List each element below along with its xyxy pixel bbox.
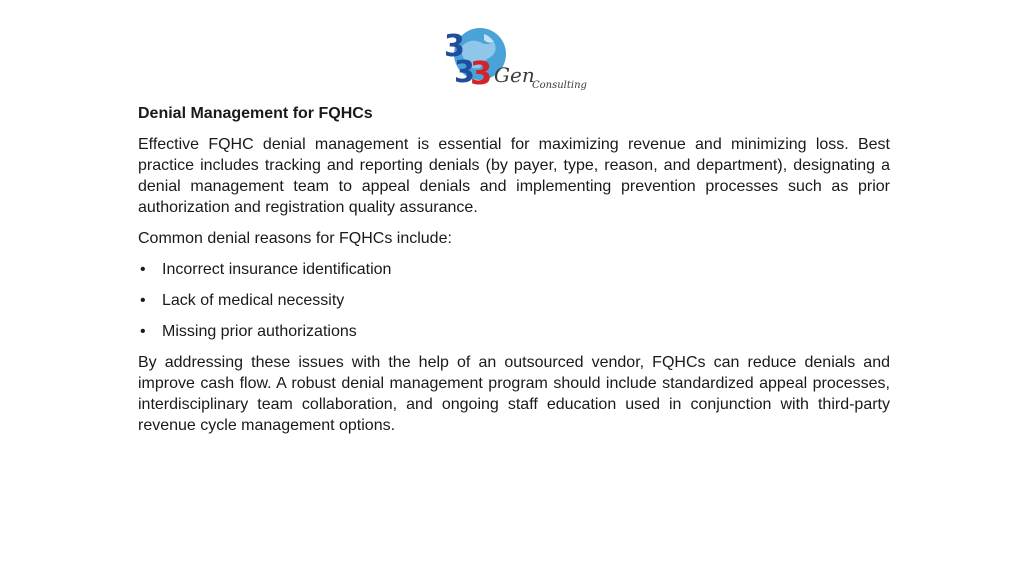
logo-digit-2: 3 [454,55,475,90]
bullet-symbol: • [140,261,146,278]
document-heading: Denial Management for FQHCs [138,105,373,122]
paragraph-conclusion: By addressing these issues with the help of an outsourced vendor, FQHCs can reduce denials and improve cash flow. A robust denial management program should include standardized appeal processes, interdisciplinary team collaboration, and ongoing staff education used in conjunction with third-party revenue cycle management options. [138,354,890,434]
document-body [138,103,890,446]
logo-brand-suffix: Consulting [532,80,587,91]
bullet-intro: Common denial reasons for FQHCs include: [138,230,452,247]
denial-reasons-list [138,259,890,342]
bullet-symbol: • [140,292,146,309]
bullet-text: Incorrect insurance identification [162,261,392,278]
paragraph-overview: Effective FQHC denial management is essential for maximizing revenue and minimizing loss. Best practice includes tracking and reporting denials (by payer, type, reason, and department), designating a denial management team to appeal denials and implementing prevention processes such as prior authorization and registration quality assurance. [138,136,890,216]
bullet-text: Missing prior authorizations [162,323,357,340]
list-item [138,321,890,342]
logo-brand-word: Gen [494,63,535,87]
company-logo [440,24,590,96]
logo-graphic [440,24,590,96]
list-item [138,259,890,280]
bullet-text: Lack of medical necessity [162,292,345,309]
list-item [138,290,890,311]
bullet-symbol: • [140,323,146,340]
logo-digit-3: 3 [470,54,493,92]
logo-digit-1: 3 [444,29,465,64]
